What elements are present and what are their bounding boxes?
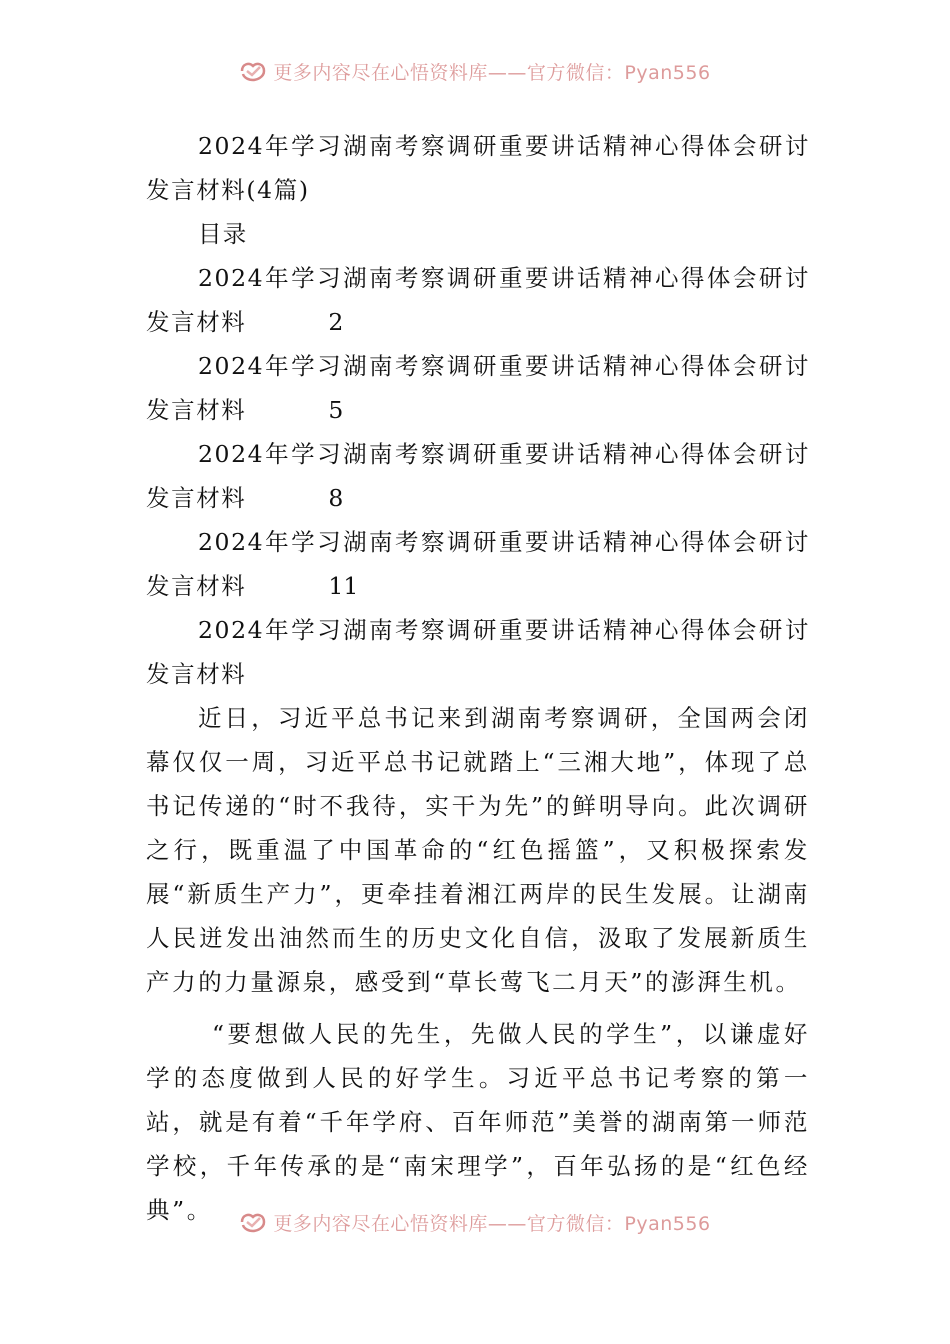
toc-item[interactable] xyxy=(146,432,810,520)
toc-item-page: 11 xyxy=(328,572,359,600)
document-body xyxy=(146,124,810,1232)
document-title: 2024年学习湖南考察调研重要讲话精神心得体会研讨发言材料(4篇) xyxy=(146,132,810,204)
watermark-logo-icon xyxy=(239,1210,267,1234)
toc-item[interactable] xyxy=(146,344,810,432)
footer-watermark xyxy=(0,1208,950,1236)
toc-item-page: 8 xyxy=(328,484,344,512)
section-title: 2024年学习湖南考察调研重要讲话精神心得体会研讨发言材料 xyxy=(146,616,810,688)
toc-item-label: 2024年学习湖南考察调研重要讲话精神心得体会研讨发言材料 xyxy=(146,264,810,336)
toc-item-page: 2 xyxy=(328,308,344,336)
header-watermark xyxy=(0,57,950,85)
watermark-logo-icon xyxy=(239,59,267,83)
toc-item-page: 5 xyxy=(328,396,344,424)
toc-item-label: 2024年学习湖南考察调研重要讲话精神心得体会研讨发言材料 xyxy=(146,440,810,512)
toc-item-label: 2024年学习湖南考察调研重要讲话精神心得体会研讨发言材料 xyxy=(146,352,810,424)
toc-heading: 目录 xyxy=(198,220,248,248)
body-paragraph: “要想做人民的先生，先做人民的学生”，以谦虚好学的态度做到人民的好学生。习近平总书记考察的第一站，就是有着“千年学府、百年师范”美誉的湖南第一师范学校，千年传承的是“南宋理学”，百年弘扬的是“红色经典”。 xyxy=(146,1020,810,1224)
toc-item[interactable] xyxy=(146,520,810,608)
toc-item[interactable] xyxy=(146,256,810,344)
watermark-text: 更多内容尽在心悟资料库——官方微信：Pyan556 xyxy=(273,1212,711,1235)
body-paragraph: 近日，习近平总书记来到湖南考察调研，全国两会闭幕仅仅一周，习近平总书记就踏上“三湘大地”，体现了总书记传递的“时不我待，实干为先”的鲜明导向。此次调研之行，既重温了中国革命的“红色摇篮”，又积极探索发展“新质生产力”，更牵挂着湘江两岸的民生发展。让湖南人民迸发出油然而生的历史文化自信，汲取了发展新质生产力的力量源泉，感受到“草长莺飞二月天”的澎湃生机。 xyxy=(146,704,810,996)
toc-item-label: 2024年学习湖南考察调研重要讲话精神心得体会研讨发言材料 xyxy=(146,528,810,600)
watermark-text: 更多内容尽在心悟资料库——官方微信：Pyan556 xyxy=(273,61,711,84)
